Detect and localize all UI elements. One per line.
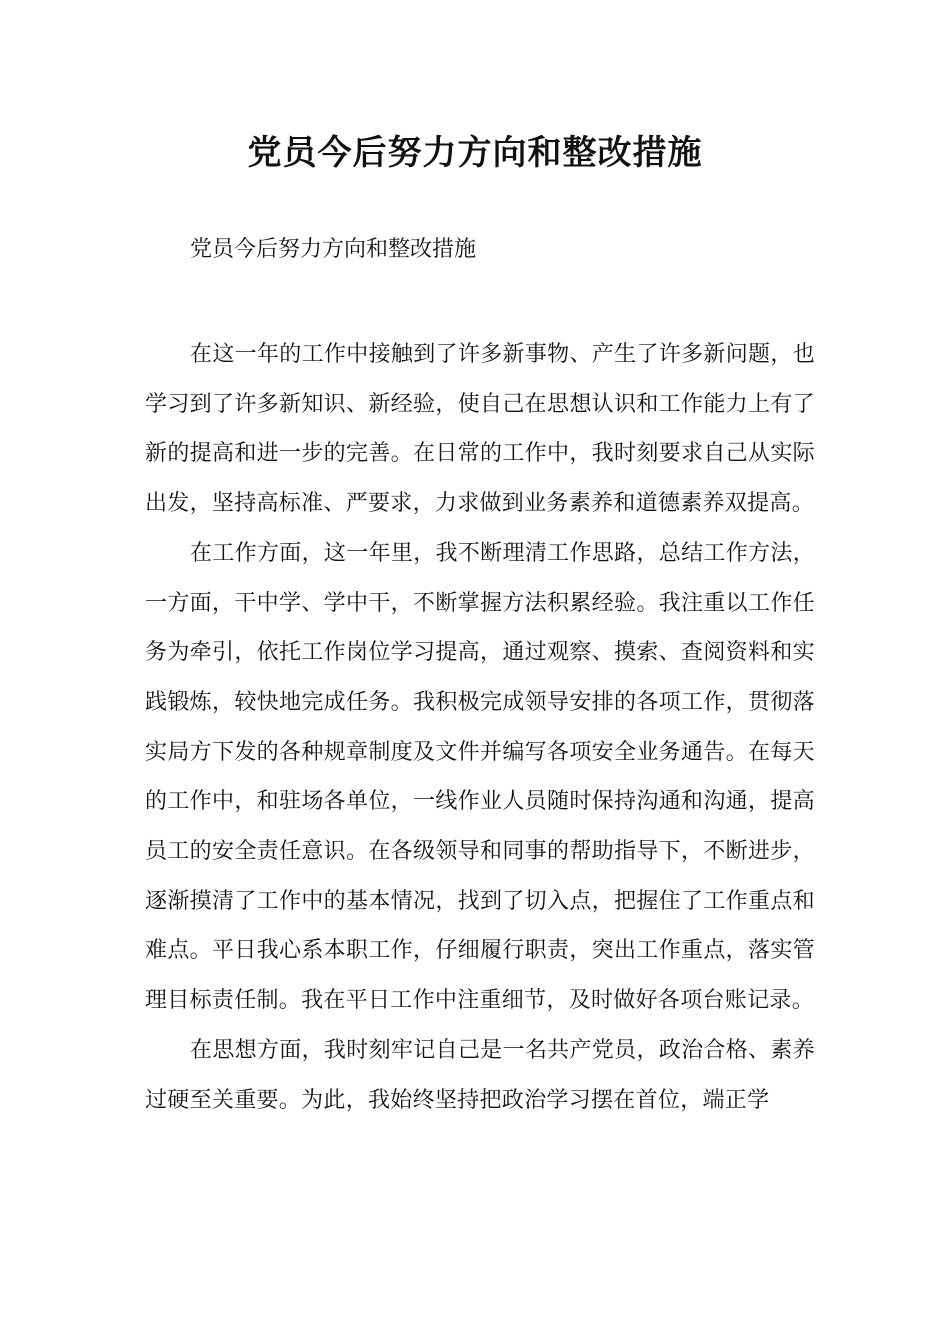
paragraph-1: 在这一年的工作中接触到了许多新事物、产生了许多新问题，也学习到了许多新知识、新经验，使自己在思想认识和工作能力上有了新的提高和进一步的完善。在日常的工作中，我时刻要求自己从实际出发，坚持高标准、严要求，力求做到业务素养和道德素养双提高。 — [145, 342, 815, 517]
paragraph-2: 在工作方面，这一年里，我不断理清工作思路，总结工作方法，一方面，干中学、学中干，不断掌握方法积累经验。我注重以工作任务为牵引，依托工作岗位学习提高，通过观察、摸索、查阅资料和实践锻炼，较快地完成任务。我积极完成领导安排的各项工作，贯彻落实局方下发的各种规章制度及文件并编写各项安全业务通告。在每天的工作中，和驻场各单位，一线作业人员随时保持沟通和沟通，提高员工的安全责任意识。在各级领导和同事的帮助指导下，不断进步，逐渐摸清了工作中的基本情况，找到了切入点，把握住了工作重点和难点。平日我心系本职工作，仔细履行职责，突出工作重点，落实管理目标责任制。我在平日工作中注重细节，及时做好各项台账记录。 — [145, 540, 815, 1014]
document-subtitle: 党员今后努力方向和整改措施 — [190, 237, 477, 262]
document-body — [145, 330, 815, 1125]
document-title: 党员今后努力方向和整改措施 — [247, 133, 703, 173]
paragraph-3: 在思想方面，我时刻牢记自己是一名共产党员，政治合格、素养过硬至关重要。为此，我始终坚持把政治学习摆在首位，端正学 — [145, 1037, 815, 1113]
